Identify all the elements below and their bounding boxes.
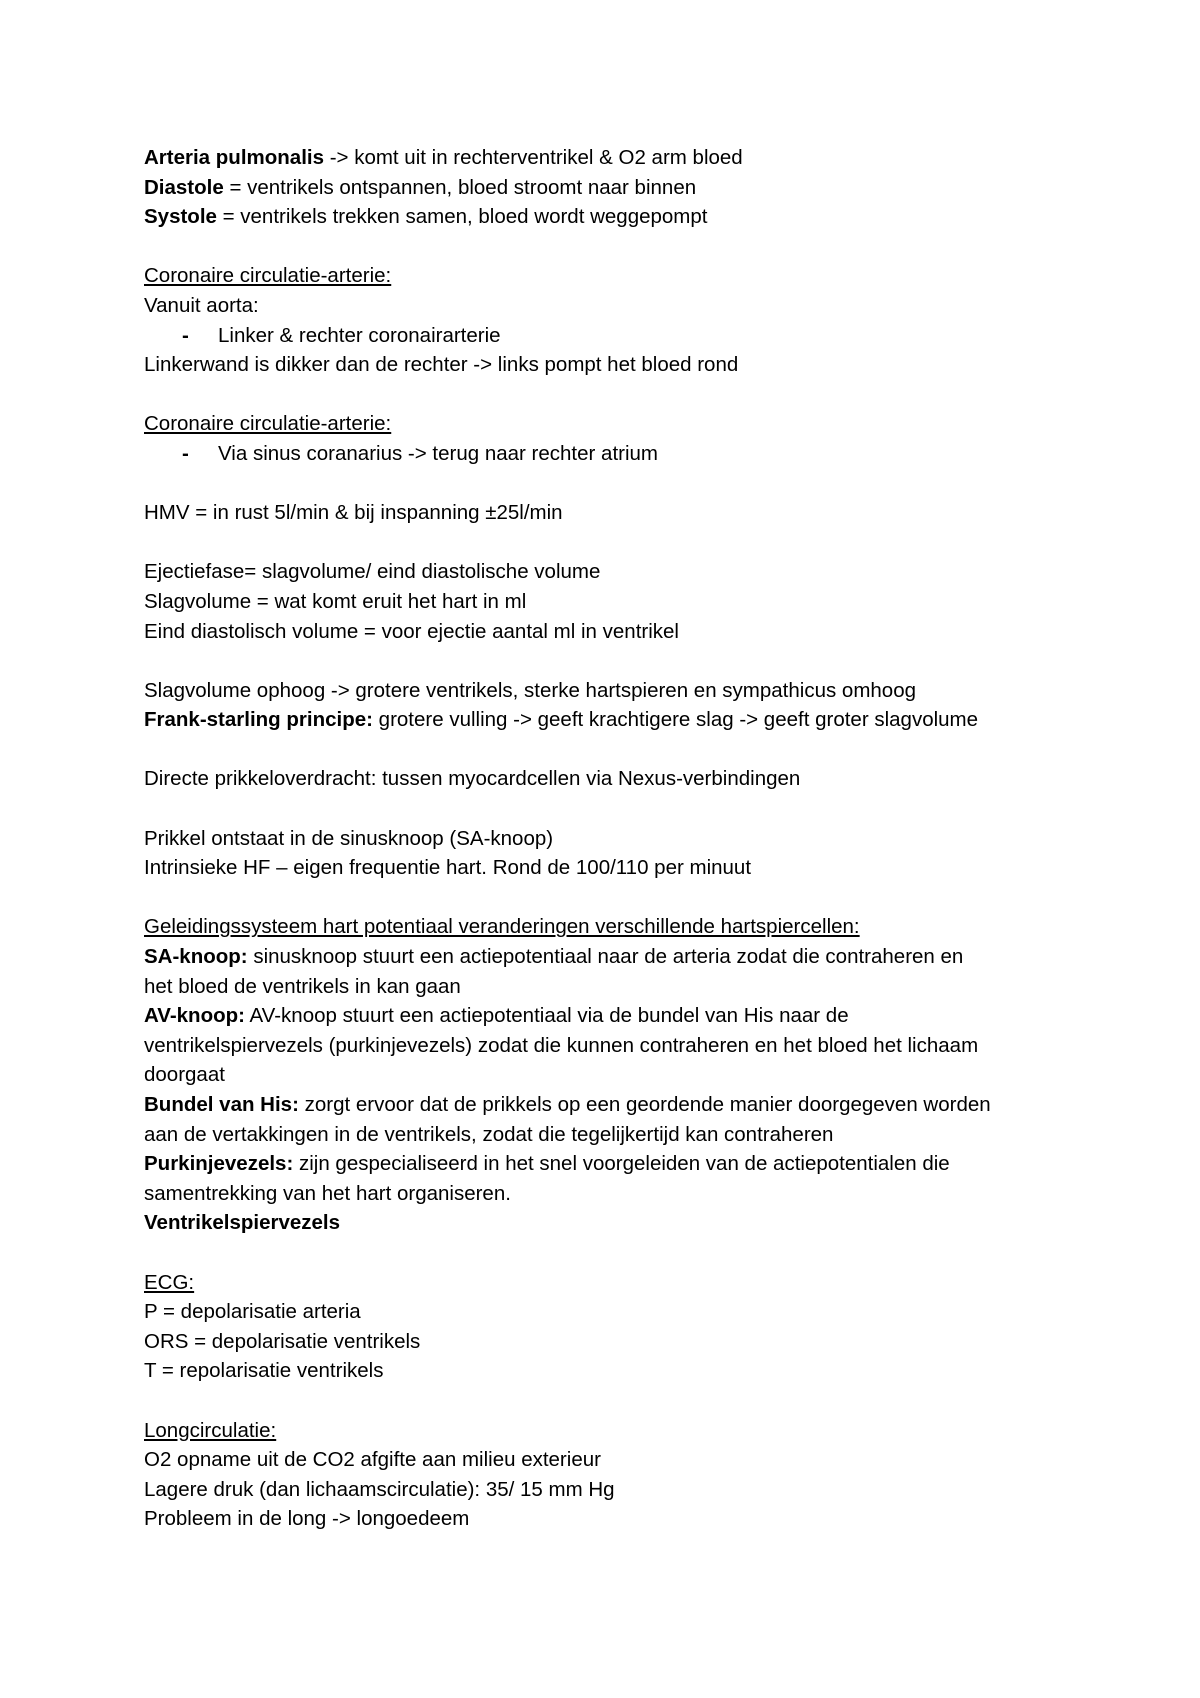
definition: zorgt ervoor dat de prikkels op een geordende manier doorgegeven worden <box>298 1093 991 1116</box>
blank-line <box>144 794 1074 824</box>
text-line <box>144 942 1074 972</box>
text-line: Probleem in de long -> longoedeem <box>144 1507 470 1531</box>
section-heading: ECG: <box>144 1270 195 1294</box>
bullet-item <box>144 439 1074 469</box>
text-line <box>144 1149 1074 1179</box>
text-line <box>144 1001 1074 1031</box>
definition: grotere vulling -> geeft krachtigere slag -> geeft groter slagvolume <box>372 708 979 732</box>
text-line: P = depolarisatie arteria <box>144 1300 361 1324</box>
bullet-dash: - <box>182 323 189 347</box>
text-line: O2 opname uit de CO2 afgifte aan milieu exterieur <box>144 1448 601 1472</box>
text-line: ORS = depolarisatie ventrikels <box>144 1329 421 1353</box>
definition: AV-knoop stuurt een actiepotentiaal via de bundel van His naar de <box>244 1004 849 1028</box>
text-line: Linkerwand is dikker dan de rechter -> links pompt het bloed rond <box>144 353 739 377</box>
text-line: Vanuit aorta: <box>144 293 259 317</box>
definition: = ventrikels trekken samen, bloed wordt weggepompt <box>216 205 708 229</box>
term: Purkinjevezels: <box>144 1152 294 1176</box>
blank-line <box>144 232 1074 262</box>
blank-line <box>144 735 1074 765</box>
text-line: Prikkel ontstaat in de sinusknoop (SA-knoop) <box>144 826 554 850</box>
text-line: Ejectiefase= slagvolume/ eind diastolische volume <box>144 560 601 584</box>
text-line: het bloed de ventrikels in kan gaan <box>144 974 461 998</box>
text-line: HMV = in rust 5l/min & bij inspanning ±25l/min <box>144 501 563 525</box>
bullet-dash: - <box>182 441 189 465</box>
term: Systole <box>144 205 217 229</box>
text-line: doorgaat <box>144 1063 225 1087</box>
blank-line <box>144 646 1074 676</box>
text-line <box>144 705 1074 735</box>
text-line <box>144 143 1074 173</box>
blank-line <box>144 883 1074 913</box>
blank-line <box>144 380 1074 410</box>
document-body <box>144 143 1074 1534</box>
definition: sinusknoop stuurt een actiepotentiaal naar de arteria zodat die contraheren en <box>247 945 964 969</box>
bullet-item <box>144 321 1074 351</box>
text-line <box>144 202 1074 232</box>
text-line <box>144 173 1074 203</box>
text-line: Eind diastolisch volume = voor ejectie aantal ml in ventrikel <box>144 619 679 643</box>
definition: zijn gespecialiseerd in het snel voorgeleiden van de actiepotentialen die <box>293 1152 950 1176</box>
blank-line <box>144 1386 1074 1416</box>
text-line: aan de vertakkingen in de ventrikels, zodat die tegelijkertijd kan contraheren <box>144 1122 834 1146</box>
definition: -> komt uit in rechterventrikel & O2 arm bloed <box>324 146 743 169</box>
bullet-text: Linker & rechter coronairarterie <box>218 323 501 347</box>
blank-line <box>144 469 1074 499</box>
definition: = ventrikels ontspannen, bloed stroomt naar binnen <box>223 175 697 199</box>
text-line: ventrikelspiervezels (purkinjevezels) zodat die kunnen contraheren en het bloed het lichaam <box>144 1033 979 1057</box>
term: Diastole <box>144 175 224 199</box>
blank-line <box>144 1238 1074 1268</box>
section-heading: Geleidingssysteem hart potentiaal veranderingen verschillende hartspiercellen: <box>144 915 860 939</box>
text-line: T = repolarisatie ventrikels <box>144 1359 384 1383</box>
term: AV-knoop: <box>144 1004 245 1028</box>
text-line: samentrekking van het hart organiseren. <box>144 1181 511 1205</box>
text-line: Directe prikkeloverdracht: tussen myocardcellen via Nexus-verbindingen <box>144 767 801 791</box>
term: Frank-starling principe: <box>144 708 373 732</box>
bullet-text: Via sinus coranarius -> terug naar rechter atrium <box>218 441 659 465</box>
text-line: Intrinsieke HF – eigen frequentie hart. Rond de 100/110 per minuut <box>144 856 752 880</box>
section-heading: Longcirculatie: <box>144 1418 277 1442</box>
text-line: Slagvolume ophoog -> grotere ventrikels, sterke hartspieren en sympathicus omhoog <box>144 678 917 702</box>
section-heading: Coronaire circulatie-arterie: <box>144 412 392 436</box>
term: Arteria pulmonalis <box>144 146 324 169</box>
term: Bundel van His: <box>144 1093 299 1116</box>
term: SA-knoop: <box>144 945 248 969</box>
text-line <box>144 1090 1074 1120</box>
text-line: Slagvolume = wat komt eruit het hart in ml <box>144 589 527 613</box>
text-line: Lagere druk (dan lichaamscirculatie): 35/ 15 mm Hg <box>144 1477 615 1501</box>
text-line-bold: Ventrikelspiervezels <box>144 1211 341 1235</box>
section-heading: Coronaire circulatie-arterie: <box>144 264 392 288</box>
blank-line <box>144 528 1074 558</box>
